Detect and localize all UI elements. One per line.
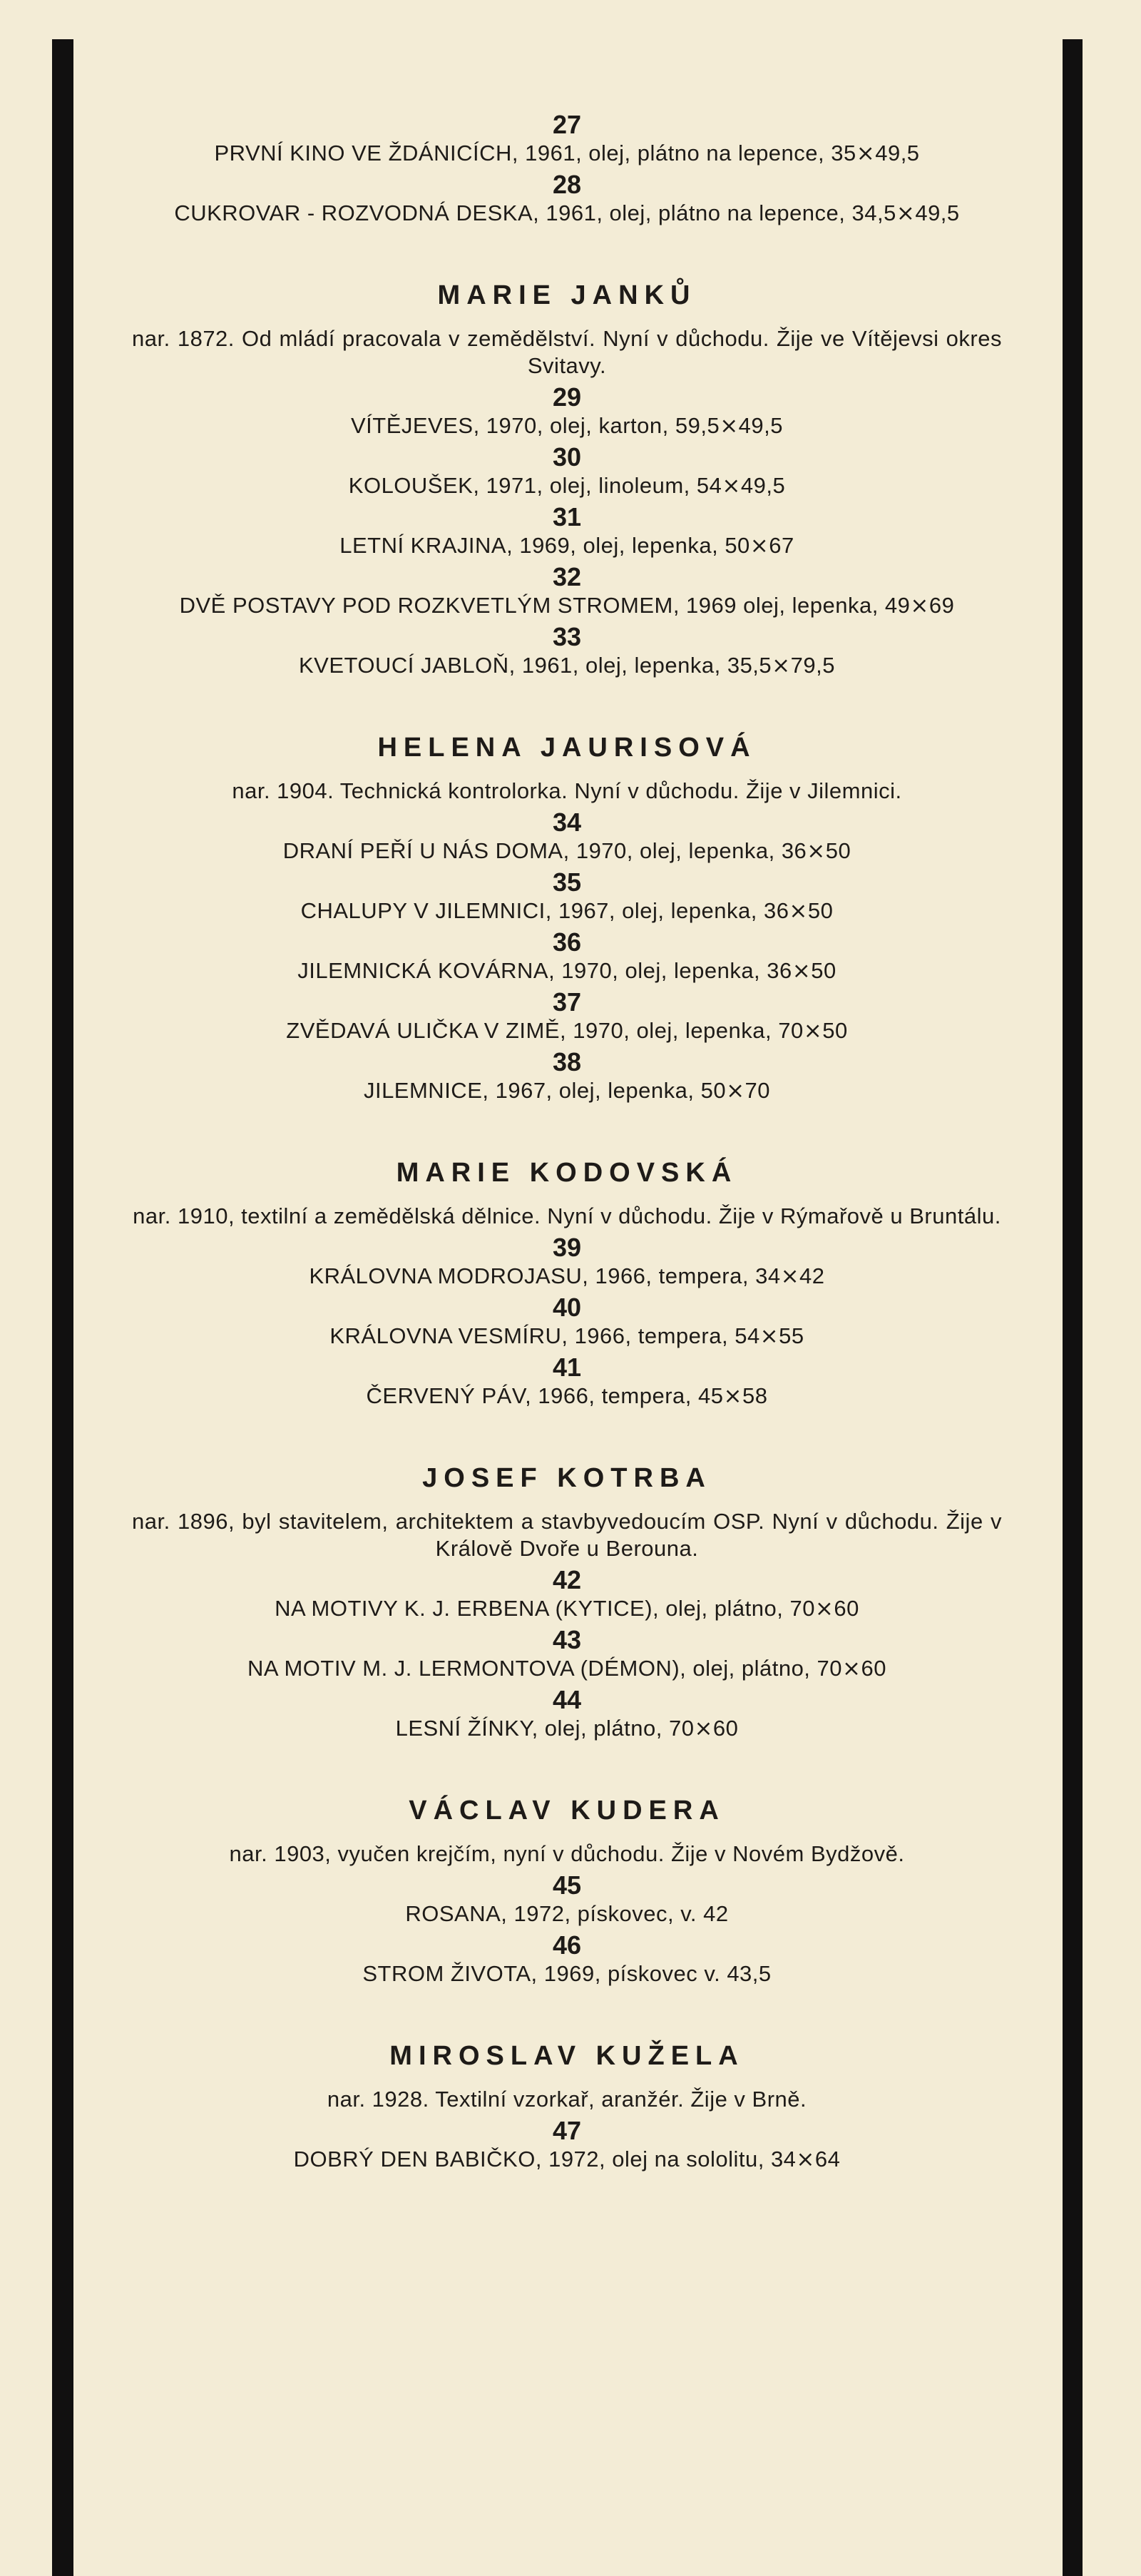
artist-bio: nar. 1910, textilní a zemědělská dělnice. Nyní v důchodu. Žije v Rýmařově u Bruntálu. <box>133 1203 1001 1228</box>
artist-bio: nar. 1872. Od mládí pracovala v zemědělství. Nyní v důchodu. Žije ve Vítějevsi okres Svitavy. <box>132 326 1002 378</box>
artist-bio: nar. 1904. Technická kontrolorka. Nyní v důchodu. Žije v Jilemnici. <box>232 778 902 803</box>
entry-title: NA MOTIV M. J. LERMONTOVA (DÉMON), olej, plátno, 70⨯60 <box>247 1656 886 1681</box>
artist-name: MARIE JANKŮ <box>437 280 697 310</box>
catalog-entry <box>132 1293 1002 1350</box>
catalog-entry <box>132 867 1002 925</box>
artist-section <box>132 1462 1002 1742</box>
catalog-entry <box>132 502 1002 559</box>
entry-number: 39 <box>552 1233 582 1262</box>
entry-number: 47 <box>552 2116 582 2145</box>
entry-title: CUKROVAR - ROZVODNÁ DESKA, 1961, olej, plátno na lepence, 34,5⨯49,5 <box>174 200 960 225</box>
catalog-entry <box>132 382 1002 439</box>
catalog-entry <box>132 2116 1002 2173</box>
catalog-entry <box>132 927 1002 984</box>
artist-section <box>132 2040 1002 2173</box>
artist-section <box>132 280 1002 679</box>
entry-number: 34 <box>552 808 582 837</box>
artist-name: MIROSLAV KUŽELA <box>389 2041 745 2071</box>
catalog-entry <box>132 1047 1002 1104</box>
entry-number: 27 <box>552 110 582 139</box>
entry-title: CHALUPY V JILEMNICI, 1967, olej, lepenka, 36⨯50 <box>300 898 834 923</box>
entry-title: JILEMNICKÁ KOVÁRNA, 1970, olej, lepenka, 36⨯50 <box>297 958 836 983</box>
artist-section <box>132 1157 1002 1410</box>
entry-title: PRVNÍ KINO VE ŽDÁNICÍCH, 1961, olej, plátno na lepence, 35⨯49,5 <box>214 141 920 166</box>
entry-number: 46 <box>552 1930 582 1960</box>
entry-number: 36 <box>552 927 582 957</box>
entry-number: 29 <box>552 382 582 412</box>
catalog-entry <box>132 1565 1002 1622</box>
artist-bio: nar. 1903, vyučen krejčím, nyní v důchodu. Žije v Novém Bydžově. <box>229 1841 905 1866</box>
entry-title: DVĚ POSTAVY POD ROZKVETLÝM STROMEM, 1969 olej, lepenka, 49⨯69 <box>179 593 955 618</box>
intro-entries <box>132 110 1002 227</box>
artist-bio: nar. 1928. Textilní vzorkař, aranžér. Žije v Brně. <box>327 2087 807 2112</box>
entry-number: 45 <box>552 1870 582 1900</box>
entry-title: ROSANA, 1972, pískovec, v. 42 <box>405 1901 729 1926</box>
catalog-entry <box>132 562 1002 619</box>
left-margin-bar <box>52 39 73 2576</box>
artist-bio: nar. 1896, byl stavitelem, architektem a stavbyvedoucím OSP. Nyní v důchodu. Žije v Králově Dvoře u Berouna. <box>132 1509 1002 1561</box>
catalog-entry <box>132 1685 1002 1742</box>
artist-name: JOSEF KOTRBA <box>422 1463 712 1493</box>
artist-name: HELENA JAURISOVÁ <box>377 733 757 763</box>
catalog-entry <box>132 1233 1002 1290</box>
entry-title: VÍTĚJEVES, 1970, olej, karton, 59,5⨯49,5 <box>350 413 784 438</box>
entry-number: 31 <box>552 502 582 531</box>
artist-section <box>132 732 1002 1104</box>
entry-title: DOBRÝ DEN BABIČKO, 1972, olej na sololitu, 34⨯64 <box>293 2147 841 2172</box>
entry-number: 30 <box>552 442 582 472</box>
entry-number: 43 <box>552 1625 582 1654</box>
catalog-entry <box>132 808 1002 865</box>
entry-number: 28 <box>552 170 582 199</box>
entry-number: 44 <box>552 1685 582 1714</box>
entry-number: 40 <box>552 1293 582 1322</box>
artist-section <box>132 1795 1002 1987</box>
entry-title: LETNÍ KRAJINA, 1969, olej, lepenka, 50⨯67 <box>339 533 794 558</box>
entry-number: 38 <box>552 1047 582 1076</box>
entry-title: KOLOUŠEK, 1971, olej, linoleum, 54⨯49,5 <box>348 473 786 498</box>
catalog-entry <box>132 110 1002 167</box>
entry-number: 37 <box>552 987 582 1017</box>
entry-title: ZVĚDAVÁ ULIČKA V ZIMĚ, 1970, olej, lepenka, 70⨯50 <box>286 1018 848 1043</box>
catalog-entry <box>132 622 1002 679</box>
entry-title: JILEMNICE, 1967, olej, lepenka, 50⨯70 <box>363 1078 771 1103</box>
catalog-entry <box>132 1930 1002 1987</box>
entry-title: KRÁLOVNA MODROJASU, 1966, tempera, 34⨯42 <box>309 1263 825 1288</box>
entry-number: 35 <box>552 867 582 897</box>
entry-title: ČERVENÝ PÁV, 1966, tempera, 45⨯58 <box>366 1383 768 1408</box>
entry-title: LESNÍ ŽÍNKY, olej, plátno, 70⨯60 <box>395 1716 739 1741</box>
artist-name: MARIE KODOVSKÁ <box>396 1158 738 1188</box>
artist-name: VÁCLAV KUDERA <box>409 1796 725 1826</box>
right-margin-bar <box>1063 39 1083 2576</box>
entry-title: DRANÍ PEŘÍ U NÁS DOMA, 1970, olej, lepenka, 36⨯50 <box>282 838 851 863</box>
catalog-page <box>132 107 1002 2173</box>
entry-title: KVETOUCÍ JABLOŇ, 1961, olej, lepenka, 35,5⨯79,5 <box>299 653 835 678</box>
entry-number: 32 <box>552 562 582 591</box>
entry-number: 33 <box>552 622 582 651</box>
entry-title: KRÁLOVNA VESMÍRU, 1966, tempera, 54⨯55 <box>329 1323 804 1348</box>
catalog-entry <box>132 987 1002 1044</box>
catalog-entry <box>132 1870 1002 1928</box>
catalog-entry <box>132 170 1002 227</box>
catalog-entry <box>132 1353 1002 1410</box>
entry-number: 42 <box>552 1565 582 1594</box>
entry-title: STROM ŽIVOTA, 1969, pískovec v. 43,5 <box>362 1961 772 1986</box>
catalog-entry <box>132 1625 1002 1682</box>
entry-title: NA MOTIVY K. J. ERBENA (KYTICE), olej, plátno, 70⨯60 <box>275 1596 859 1621</box>
catalog-entry <box>132 442 1002 499</box>
entry-number: 41 <box>552 1353 582 1382</box>
